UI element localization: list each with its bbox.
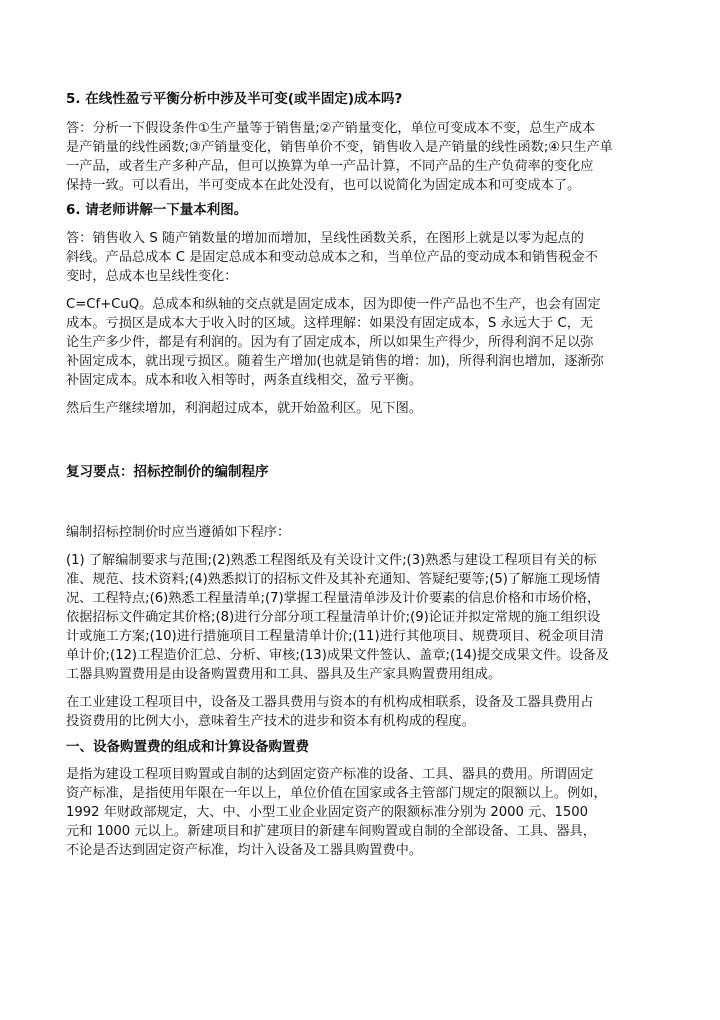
text-line: 投资费用的比例大小，意味着生产技术的进步和资本有机构成的程度。 [66, 714, 475, 729]
review-heading: 复习要点：招标控制价的编制程序 [66, 464, 269, 480]
review-steps [66, 551, 656, 684]
question-5-answer [66, 119, 656, 195]
text-line: 况、工程特点;(6)熟悉工程量清单;(7)掌握工程量清单涉及计价要素的信息价格和市场价格， [66, 591, 601, 606]
review-intro [66, 523, 656, 542]
text-line: 单计价;(12)工程造价汇总、分析、审核;(13)成果文件签认、盖章;(14)提交成果文件。设备及 [66, 648, 609, 663]
question-6-heading: 6. 请老师讲解一下量本利图。 [66, 202, 248, 218]
question-6-answer-part-2 [66, 295, 656, 390]
text-line: (1) 了解编制要求与范围;(2)熟悉工程图纸及有关设计文件;(3)熟悉与建设工程项目有关的标 [66, 553, 597, 568]
text-line: 准、规范、技术资料;(4)熟悉拟订的招标文件及其补充通知、答疑纪要等;(5)了解施工现场情 [66, 572, 601, 587]
text-line: 补固定成本，就出现亏损区。随着生产增加(也就是销售的增：加)，所得利润也增加，逐渐弥 [66, 354, 604, 369]
industrial-paragraph [66, 693, 656, 731]
section-1-heading: 一、设备购置费的组成和计算设备购置费 [66, 739, 309, 755]
question-6-answer-part-3 [66, 399, 656, 418]
text-line: 斜线。产品总成本 C 是固定总成本和变动总成本之和，当单位产品的变动成本和销售税金不 [66, 250, 598, 265]
text-line: 补固定成本。成本和收入相等时，两条直线相交，盈亏平衡。 [66, 373, 423, 388]
text-line: 是产销量的线性函数;③产销量变化，销售单价不变，销售收入是产销量的线性函数;④只生产单 [66, 140, 613, 155]
text-line: 元和 1000 元以上。新建项目和扩建项目的新建车间购置或自制的全部设备、工具、器具， [66, 824, 596, 839]
text-line: 1992 年财政部规定，大、中、小型工业企业固定资产的限额标准分别为 2000 元、1500 [66, 805, 589, 820]
text-line: C=Cf+CuQ。总成本和纵轴的交点就是固定成本，因为即使一件产品也不生产，也会有固定 [66, 297, 601, 312]
text-line: 保持一致。可以看出，半可变成本在此处没有，也可以说简化为固定成本和可变成本了。 [66, 178, 581, 193]
text-line: 答：销售收入 S 随产销数量的增加而增加，呈线性函数关系，在图形上就是以零为起点的 [66, 231, 584, 246]
text-line: 是指为建设工程项目购置或自制的达到固定资产标准的设备、工具、器具的费用。所谓固定 [66, 767, 594, 782]
text-line: 不论是否达到固定资产标准，均计入设备及工器具购置费中。 [66, 843, 423, 858]
question-6-answer-part-1 [66, 229, 656, 286]
text-line: 计或施工方案;(10)进行措施项目工程量清单计价;(11)进行其他项目、规费项目、税金项目清 [66, 629, 604, 644]
text-line: 答：分析一下假设条件①生产量等于销售量;②产销量变化，单位可变成本不变，总生产成本 [66, 121, 596, 136]
text-line: 成本。亏损区是成本大于收入时的区域。这样理解：如果没有固定成本，S 永远大于 C，无 [66, 316, 594, 331]
text-line: 变时，总成本也呈线性变化： [66, 269, 238, 284]
section-1-body [66, 765, 656, 860]
text-line: 论生产多少件，都是有利润的。因为有了固定成本，所以如果生产得少，所得利润不足以弥 [66, 335, 594, 350]
text-line: 依据招标文件确定其价格;(8)进行分部分项工程量清单计价;(9)论证并拟定常规的施工组织设 [66, 610, 601, 625]
text-line: 资产标准，是指使用年限在一年以上，单位价值在国家或各主管部门规定的限额以上。例如， [66, 786, 607, 801]
text-line: 在工业建设工程项目中，设备及工器具费用与资本的有机构成相联系，设备及工器具费用占 [66, 695, 594, 710]
text-line: 然后生产继续增加，利润超过成本，就开始盈利区。见下图。 [66, 401, 423, 416]
text-line: 一产品，或者生产多种产品，但可以换算为单一产品计算，不同产品的生产负荷率的变化应 [66, 159, 594, 174]
question-5-heading: 5. 在线性盈亏平衡分析中涉及半可变(或半固定)成本吗? [66, 91, 403, 107]
text-line: 工器具购置费用是由设备购置费用和工具、器具及生产家具购置费用组成。 [66, 667, 502, 682]
text-line: 编制招标控制价时应当遵循如下程序： [66, 525, 291, 540]
document-page [66, 86, 656, 860]
